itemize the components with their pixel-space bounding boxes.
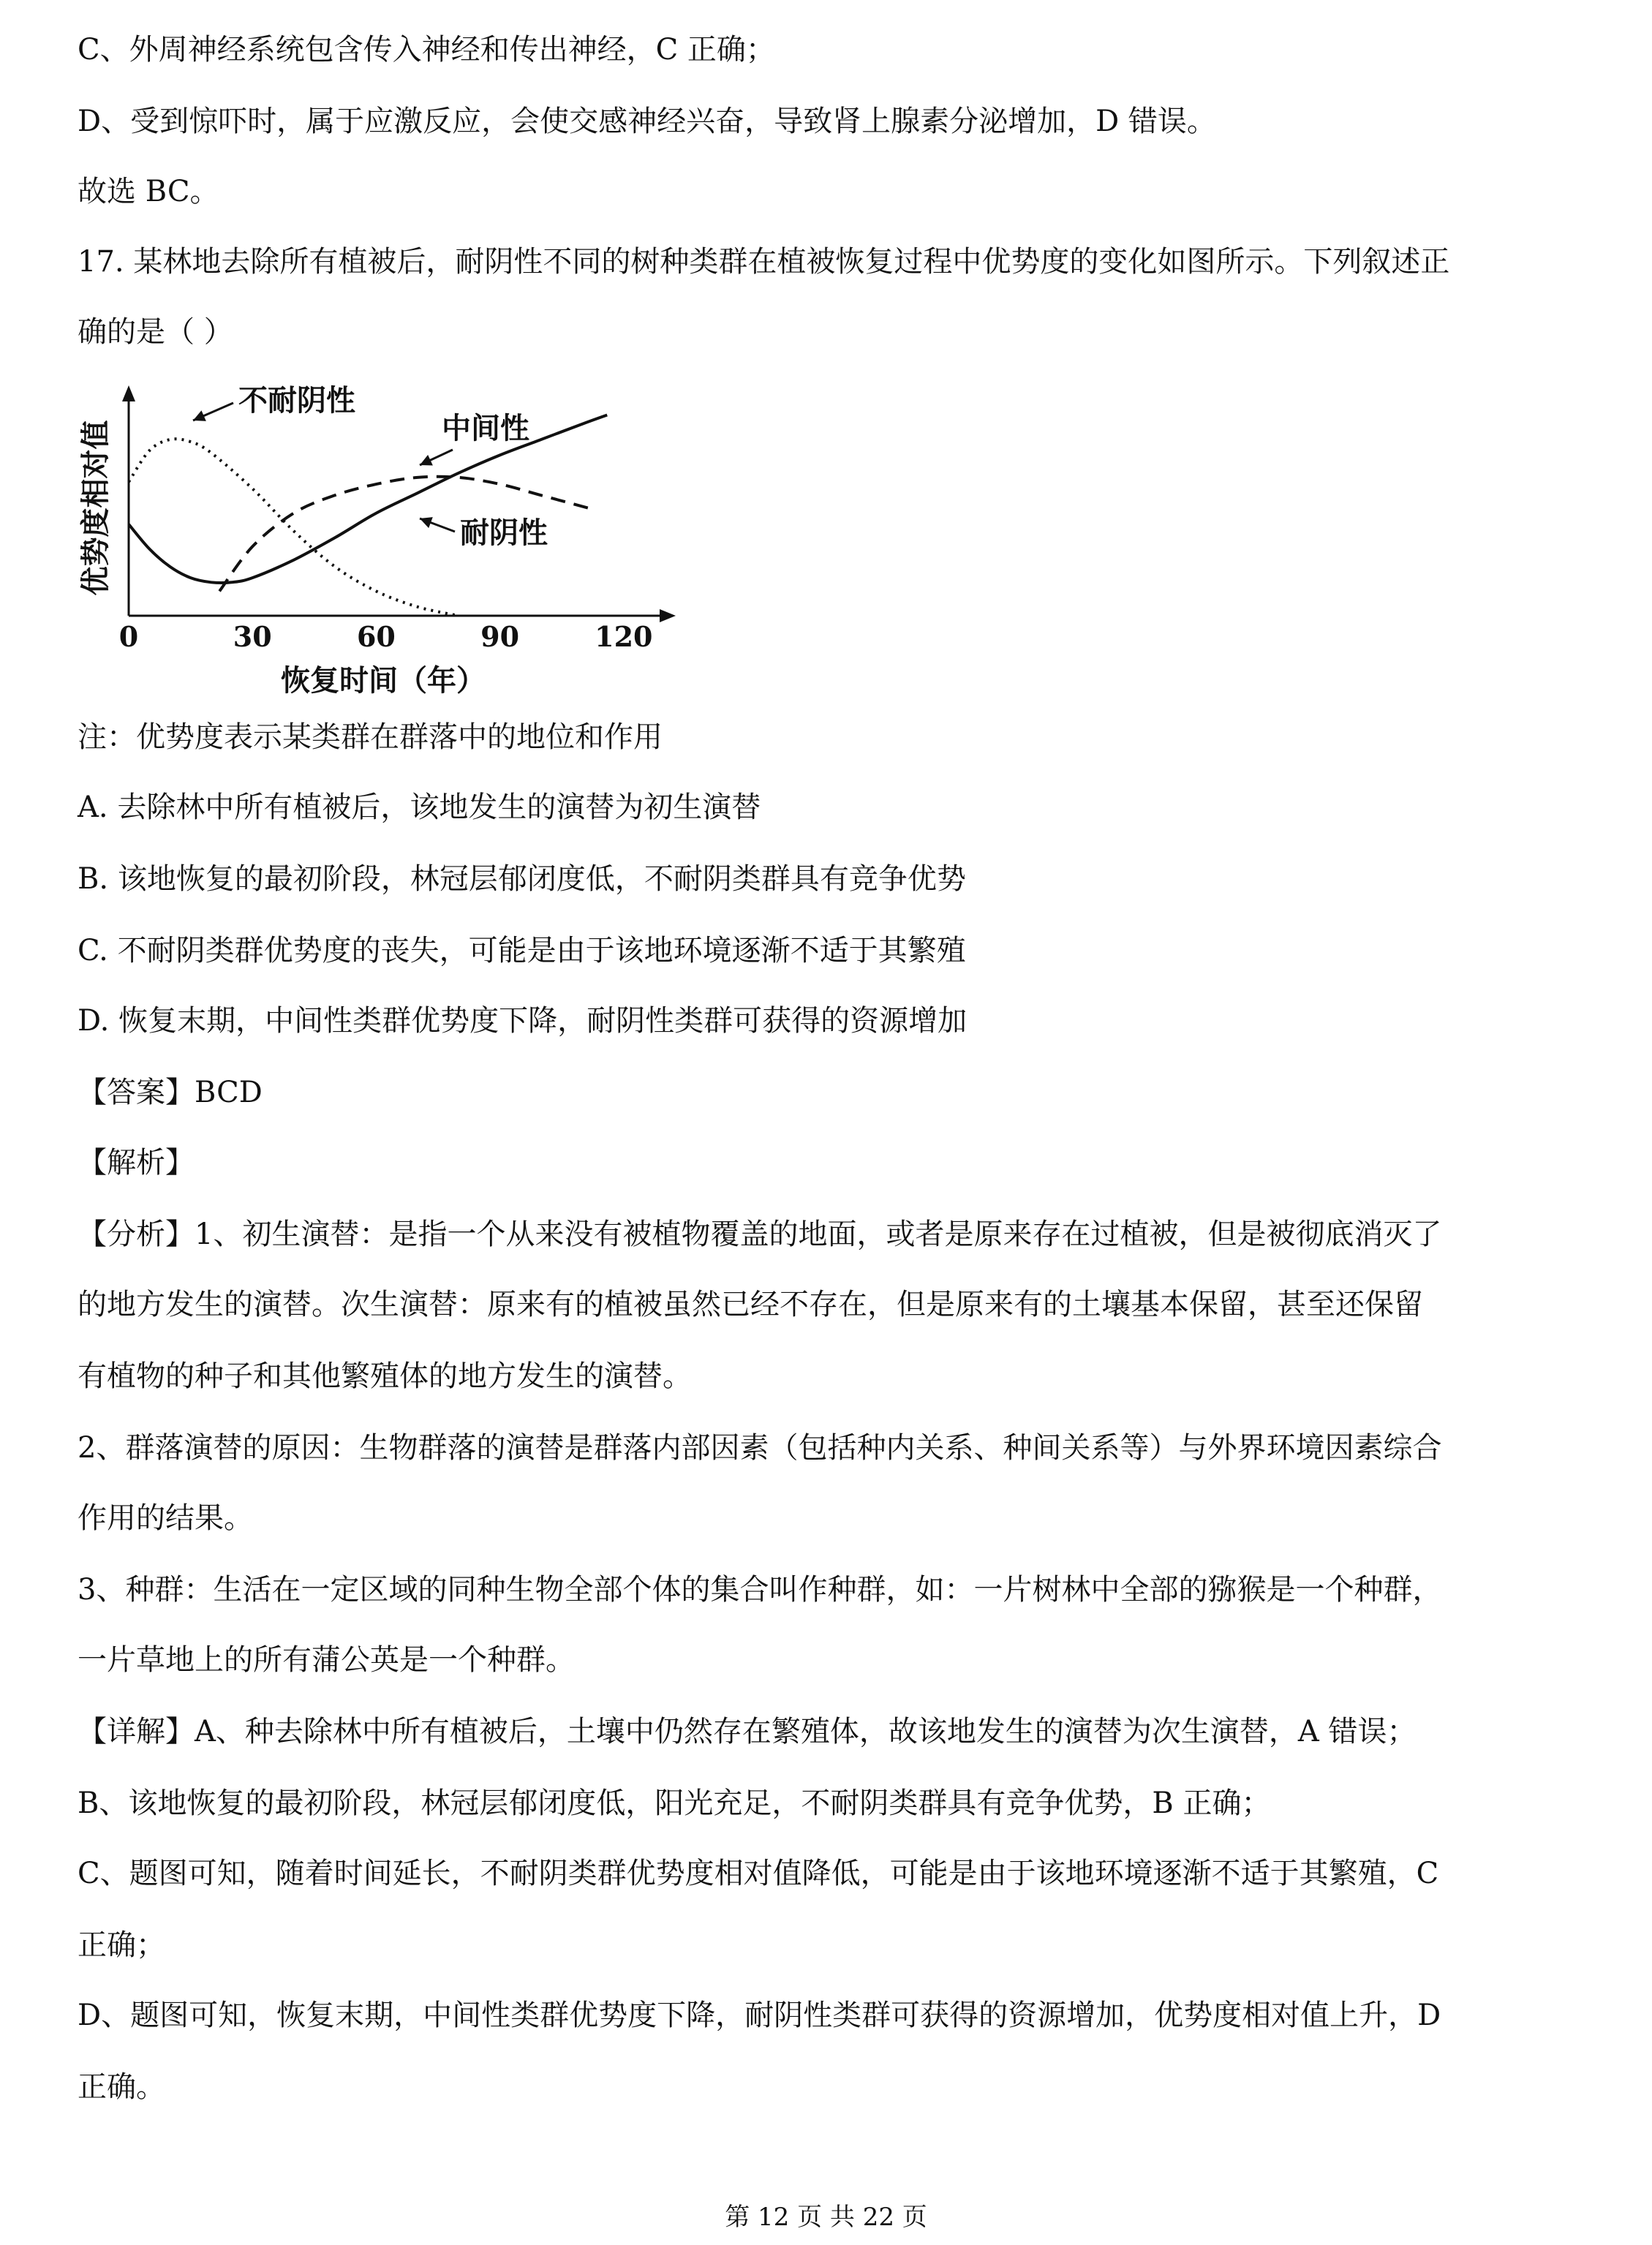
detail-c-line-1: C、题图可知，随着时间延长，不耐阴类群优势度相对值降低，可能是由于该地环境逐渐不适于其繁殖，C [78,1857,1439,1890]
page-footer: 第 12 页 共 22 页 [725,2203,927,2232]
line-0: C、外周神经系统包含传入神经和传出神经，C 正确； [78,33,775,67]
shade-tolerant-curve [129,415,607,584]
answer-line: 【答案】BCD [78,1076,263,1109]
label-shade-tolerant: 耐阴性 [460,516,548,550]
detail-b: B、该地恢复的最初阶段，林冠层郁闭度低，阳光充足，不耐阴类群具有竞争优势，B 正确； [78,1786,1271,1820]
x-tick-label-60: 60 [356,620,396,653]
line-1: D、受到惊吓时，属于应激反应，会使交感神经兴奋，导致肾上腺素分泌增加，D 错误。 [78,105,1216,138]
y-axis-label: 优势度相对值 [78,420,113,596]
analysis-line-1: 【分析】1、初生演替：是指一个从来没有被植物覆盖的地面，或者是原来存在过植被，但是被彻底消灭了 [78,1218,1442,1251]
option-c: C. 不耐阴类群优势度的丧失，可能是由于该地环境逐渐不适于其繁殖 [78,934,966,967]
analysis-line-5: 作用的结果。 [78,1501,253,1535]
x-axis-arrow [660,609,676,622]
analysis-heading: 【解析】 [78,1146,195,1180]
label-shade-intolerant: 不耐阴性 [238,383,355,418]
question-17-line-2: 确的是（ ） [78,315,233,349]
x-tick-label-120: 120 [595,620,653,653]
dominance-chart [76,377,705,698]
detail-a: 【详解】A、种去除林中所有植被后，土壤中仍然存在繁殖体，故该地发生的演替为次生演替，A 错误； [78,1715,1417,1748]
analysis-line-2: 的地方发生的演替。次生演替：原来有的植被虽然已经不存在，但是原来有的土壤基本保留，甚至还保留 [78,1288,1423,1321]
question-17-line-1: 17. 某林地去除所有植被后，耐阴性不同的树种类群在植被恢复过程中优势度的变化如图所示。下列叙述正 [78,245,1450,279]
analysis-line-6: 3、种群：生活在一定区域的同种生物全部个体的集合叫作种群，如：一片树林中全部的猕猴是一个种群， [78,1573,1442,1607]
analysis-line-3: 有植物的种子和其他繁殖体的地方发生的演替。 [78,1359,692,1393]
analysis-line-7: 一片草地上的所有蒲公英是一个种群。 [78,1643,575,1677]
label-intermediate: 中间性 [442,411,529,445]
option-b: B. 该地恢复的最初阶段，林冠层郁闭度低，不耐阴类群具有竞争优势 [78,862,966,896]
detail-d-line-1: D、题图可知，恢复末期，中间性类群优势度下降，耐阴性类群可获得的资源增加，优势度相对值上升，D [78,1999,1441,2032]
x-tick-label-30: 30 [233,620,272,653]
line-2: 故选 BC。 [78,175,219,208]
option-d: D. 恢复末期，中间性类群优势度下降，耐阴性类群可获得的资源增加 [78,1004,968,1038]
x-tick-label-90: 90 [480,620,520,653]
analysis-line-4: 2、群落演替的原因：生物群落的演替是群落内部因素（包括种内关系、种间关系等）与外界环境因素综合 [78,1431,1442,1465]
detail-d-line-2: 正确。 [78,2070,165,2104]
option-a: A. 去除林中所有植被后，该地发生的演替为初生演替 [78,791,761,824]
detail-c-line-2: 正确； [78,1928,165,1962]
shade-intolerant-curve [129,439,459,616]
chart-note: 注：优势度表示某类群在群落中的地位和作用 [78,720,663,754]
x-tick-label-0: 0 [118,620,139,653]
x-axis-label: 恢复时间（年） [281,663,486,698]
y-axis-arrow [122,385,135,401]
